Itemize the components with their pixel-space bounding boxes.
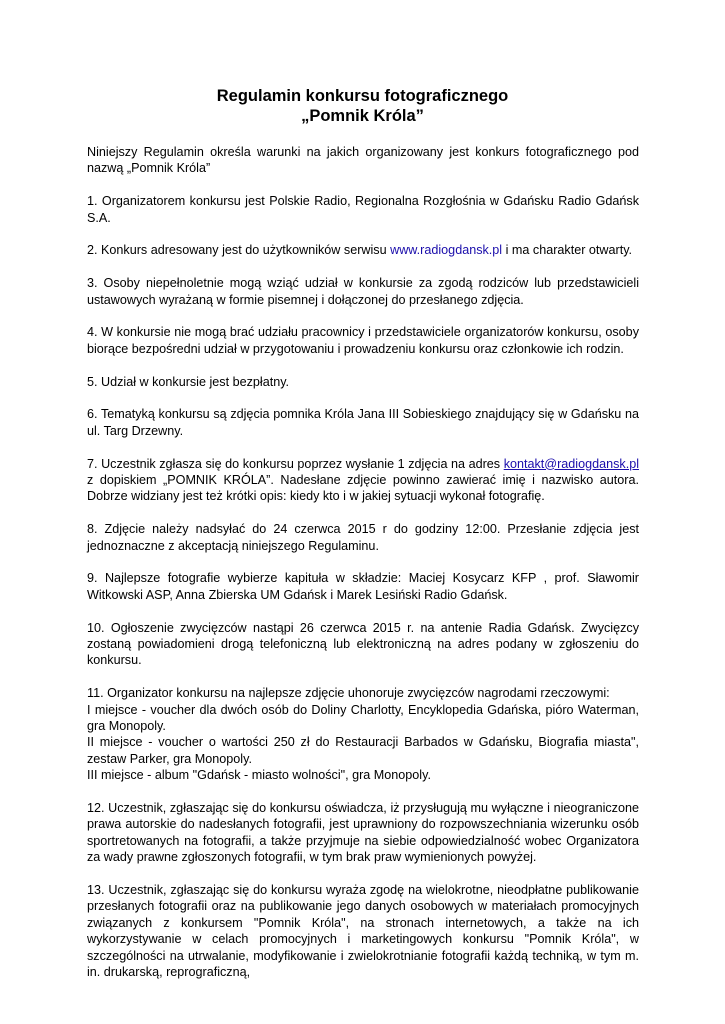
paragraph-2-text-after: i ma charakter otwarty. xyxy=(502,243,633,258)
paragraph-6: 6. Tematyką konkursu są zdjęcia pomnika Króla Jana III Sobieskiego znajdujący się w Gdańsku na ul. Targ Drzewny. xyxy=(87,407,639,438)
paragraph-5: 5. Udział w konkursie jest bezpłatny. xyxy=(87,374,290,389)
paragraph-7-text-after: z dopiskiem „POMNIK KRÓLA”. Nadesłane zdjęcie powinno zawierać imię i nazwisko autora. Dobrze widziany jest też krótki opis: kiedy kto i w jakiej sytuacji wykonał fotografię. xyxy=(87,473,639,504)
paragraph-2-text-before: 2. Konkurs adresowany jest do użytkowników serwisu xyxy=(87,243,391,258)
paragraph-13: 13. Uczestnik, zgłaszając się do konkursu wyraża zgodę na wielokrotne, nieodpłatne publikowanie przesłanych fotografii oraz na publikowanie jego danych osobowych w materiałach promocyjnych związanych z konkursem "Pomnik Króla", na stronach internetowych, a także na ich wykorzystywanie w celach promocyjnych i marketingowych konkursu "Pomnik Króla", w szczególności na utrwalanie, modyfikowanie i zwielokrotnianie fotografii każdą techniką, w tym m. in. drukarską, reprograficzną, xyxy=(87,883,639,980)
document-title xyxy=(0,86,725,126)
paragraph-11 xyxy=(87,685,639,783)
paragraph-8: 8. Zdjęcie należy nadsyłać do 24 czerwca 2015 r do godziny 12:00. Przesłanie zdjęcia jest jednoznaczne z akceptacją niniejszego Regulaminu. xyxy=(87,522,639,553)
title-line-1: Regulamin konkursu fotograficznego xyxy=(216,87,509,105)
regulations-body xyxy=(87,144,639,981)
paragraph-3: 3. Osoby niepełnoletnie mogą wziąć udział w konkursie za zgodą rodziców lub przedstawicieli ustawowych wyrażaną w formie pisemnej i dołączonej do przesłanego zdjęcia. xyxy=(87,276,639,307)
paragraph-4: 4. W konkursie nie mogą brać udziału pracownicy i przedstawiciele organizatorów konkursu, osoby biorące bezpośredni udział w przygotowaniu i prowadzeniu konkursu oraz członkowie ich rodzin. xyxy=(87,325,639,356)
paragraph-7-text-before: 7. Uczestnik zgłasza się do konkursu poprzez wysłanie 1 zdjęcia na adres xyxy=(87,456,504,471)
intro-paragraph: Niniejszy Regulamin określa warunki na jakich organizowany jest konkurs fotograficznego pod nazwą „Pomnik Króla” xyxy=(87,145,639,176)
paragraph-1: 1. Organizatorem konkursu jest Polskie Radio, Regionalna Rozgłośnia w Gdańsku Radio Gdańsk S.A. xyxy=(87,194,639,225)
email-link[interactable]: kontakt@radiogdansk.pl xyxy=(503,456,639,471)
prizes-intro: 11. Organizator konkursu na najlepsze zdjęcie uhonoruje zwycięzców nagrodami rzeczowymi: xyxy=(87,686,610,701)
prize-first-place: I miejsce - voucher dla dwóch osób do Doliny Charlotty, Encyklopedia Gdańska, pióro Waterman, gra Monopoly. xyxy=(87,702,639,734)
paragraph-10: 10. Ogłoszenie zwycięzców nastąpi 26 czerwca 2015 r. na antenie Radia Gdańsk. Zwycięzcy zostaną powiadomieni drogą telefoniczną lub elektroniczną na adres podany w zgłoszeniu do konkursu. xyxy=(87,620,639,668)
website-link[interactable]: www.radiogdansk.pl xyxy=(390,243,503,258)
title-line-2: „Pomnik Króla” xyxy=(301,107,424,125)
paragraph-12: 12. Uczestnik, zgłaszając się do konkursu oświadcza, iż przysługują mu wyłączne i nieograniczone prawa autorskie do nadesłanych fotografii, jest uprawniony do rozpowszechniania wizerunku osób sportretowanych na fotografii, a także przyjmuje na siebie odpowiedzialność wobec Organizatora za wady prawne zgłoszonych fotografii, w tym brak praw wymienionych powyżej. xyxy=(87,801,639,865)
prize-second-place: II miejsce - voucher o wartości 250 zł do Restauracji Barbados w Gdańsku, Biografia miasta", zestaw Parker, gra Monopoly. xyxy=(87,735,639,766)
paragraph-7 xyxy=(87,456,639,505)
paragraph-9: 9. Najlepsze fotografie wybierze kapituła w składzie: Maciej Kosycarz KFP , prof. Sławomir Witkowski ASP, Anna Zbierska UM Gdańsk i Marek Lesiński Radio Gdańsk. xyxy=(87,571,639,602)
paragraph-2 xyxy=(87,242,639,258)
prize-third-place: III miejsce - album "Gdańsk - miasto wolności", gra Monopoly. xyxy=(87,768,431,783)
